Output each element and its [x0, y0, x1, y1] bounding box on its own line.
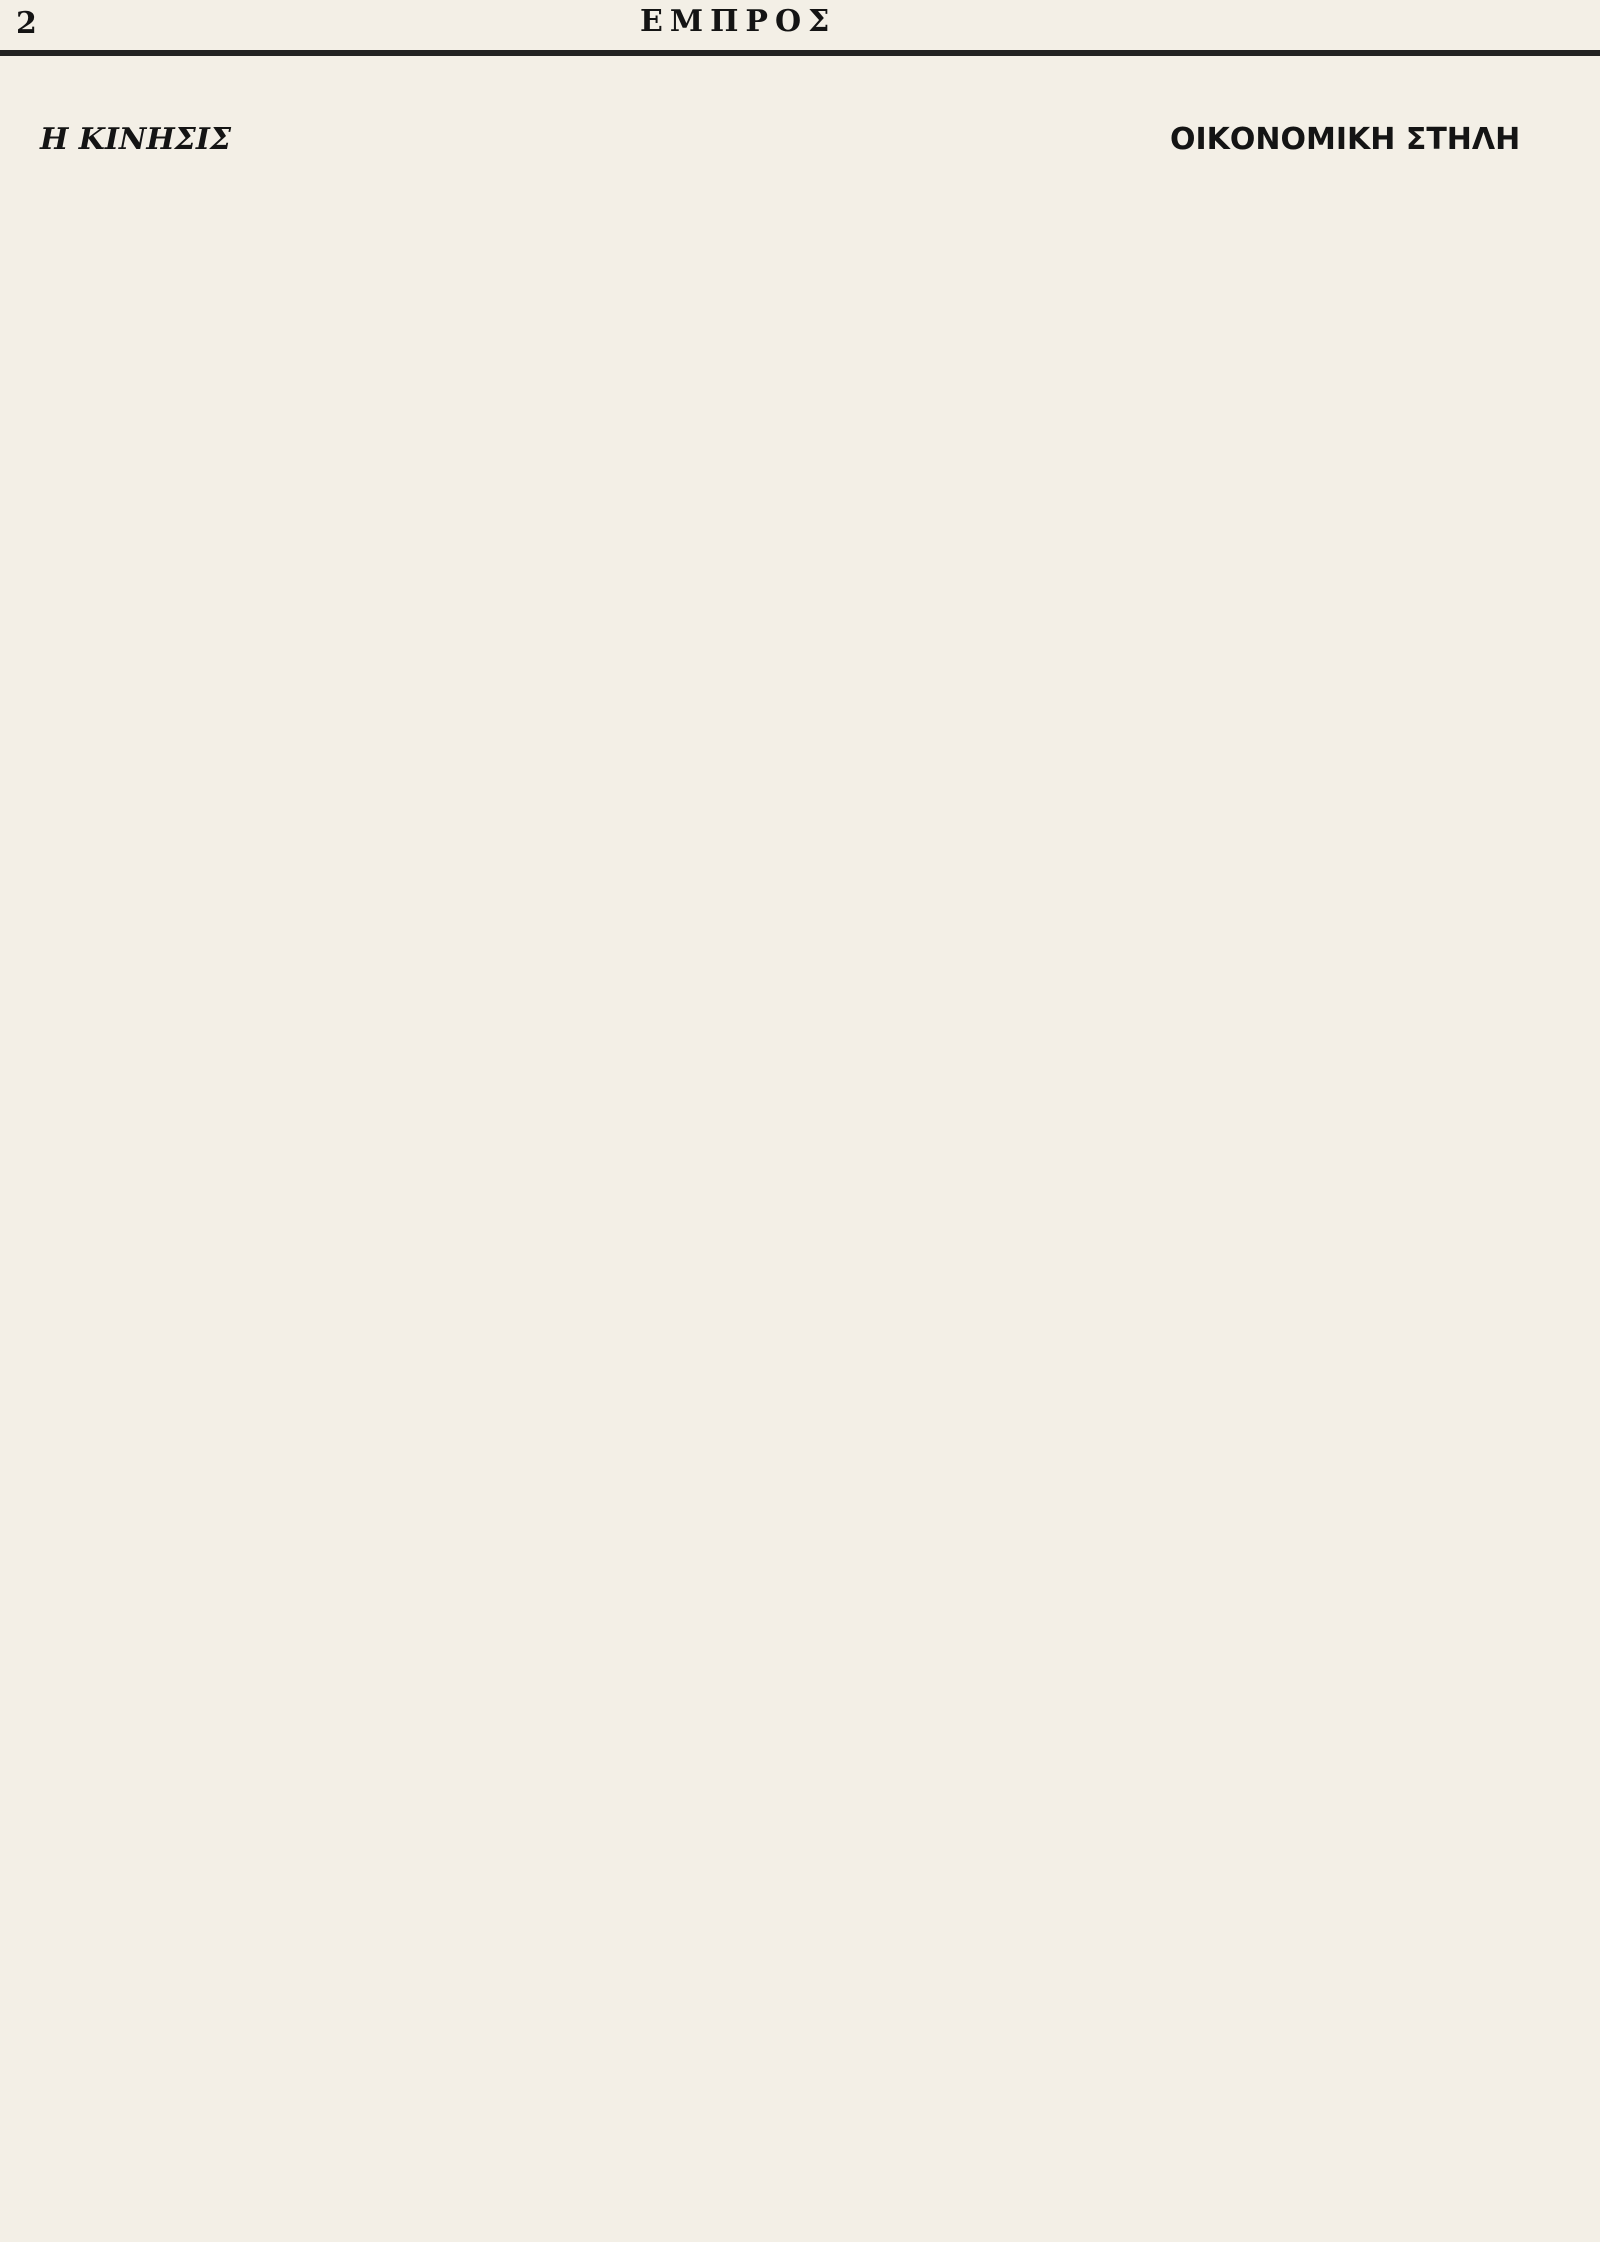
section-heading-oikonomiki: ΟΙΚΟΝΟΜΙΚΗ ΣΤΗΛΗ — [1170, 122, 1521, 157]
page-number: 2 — [16, 6, 37, 41]
masthead-rule — [0, 50, 1600, 56]
masthead-title: ΕΜΠΡΟΣ — [640, 4, 837, 39]
section-heading-kinisis: Η ΚΙΝΗΣΙΣ — [40, 122, 232, 157]
running-head — [0, 0, 1600, 157]
